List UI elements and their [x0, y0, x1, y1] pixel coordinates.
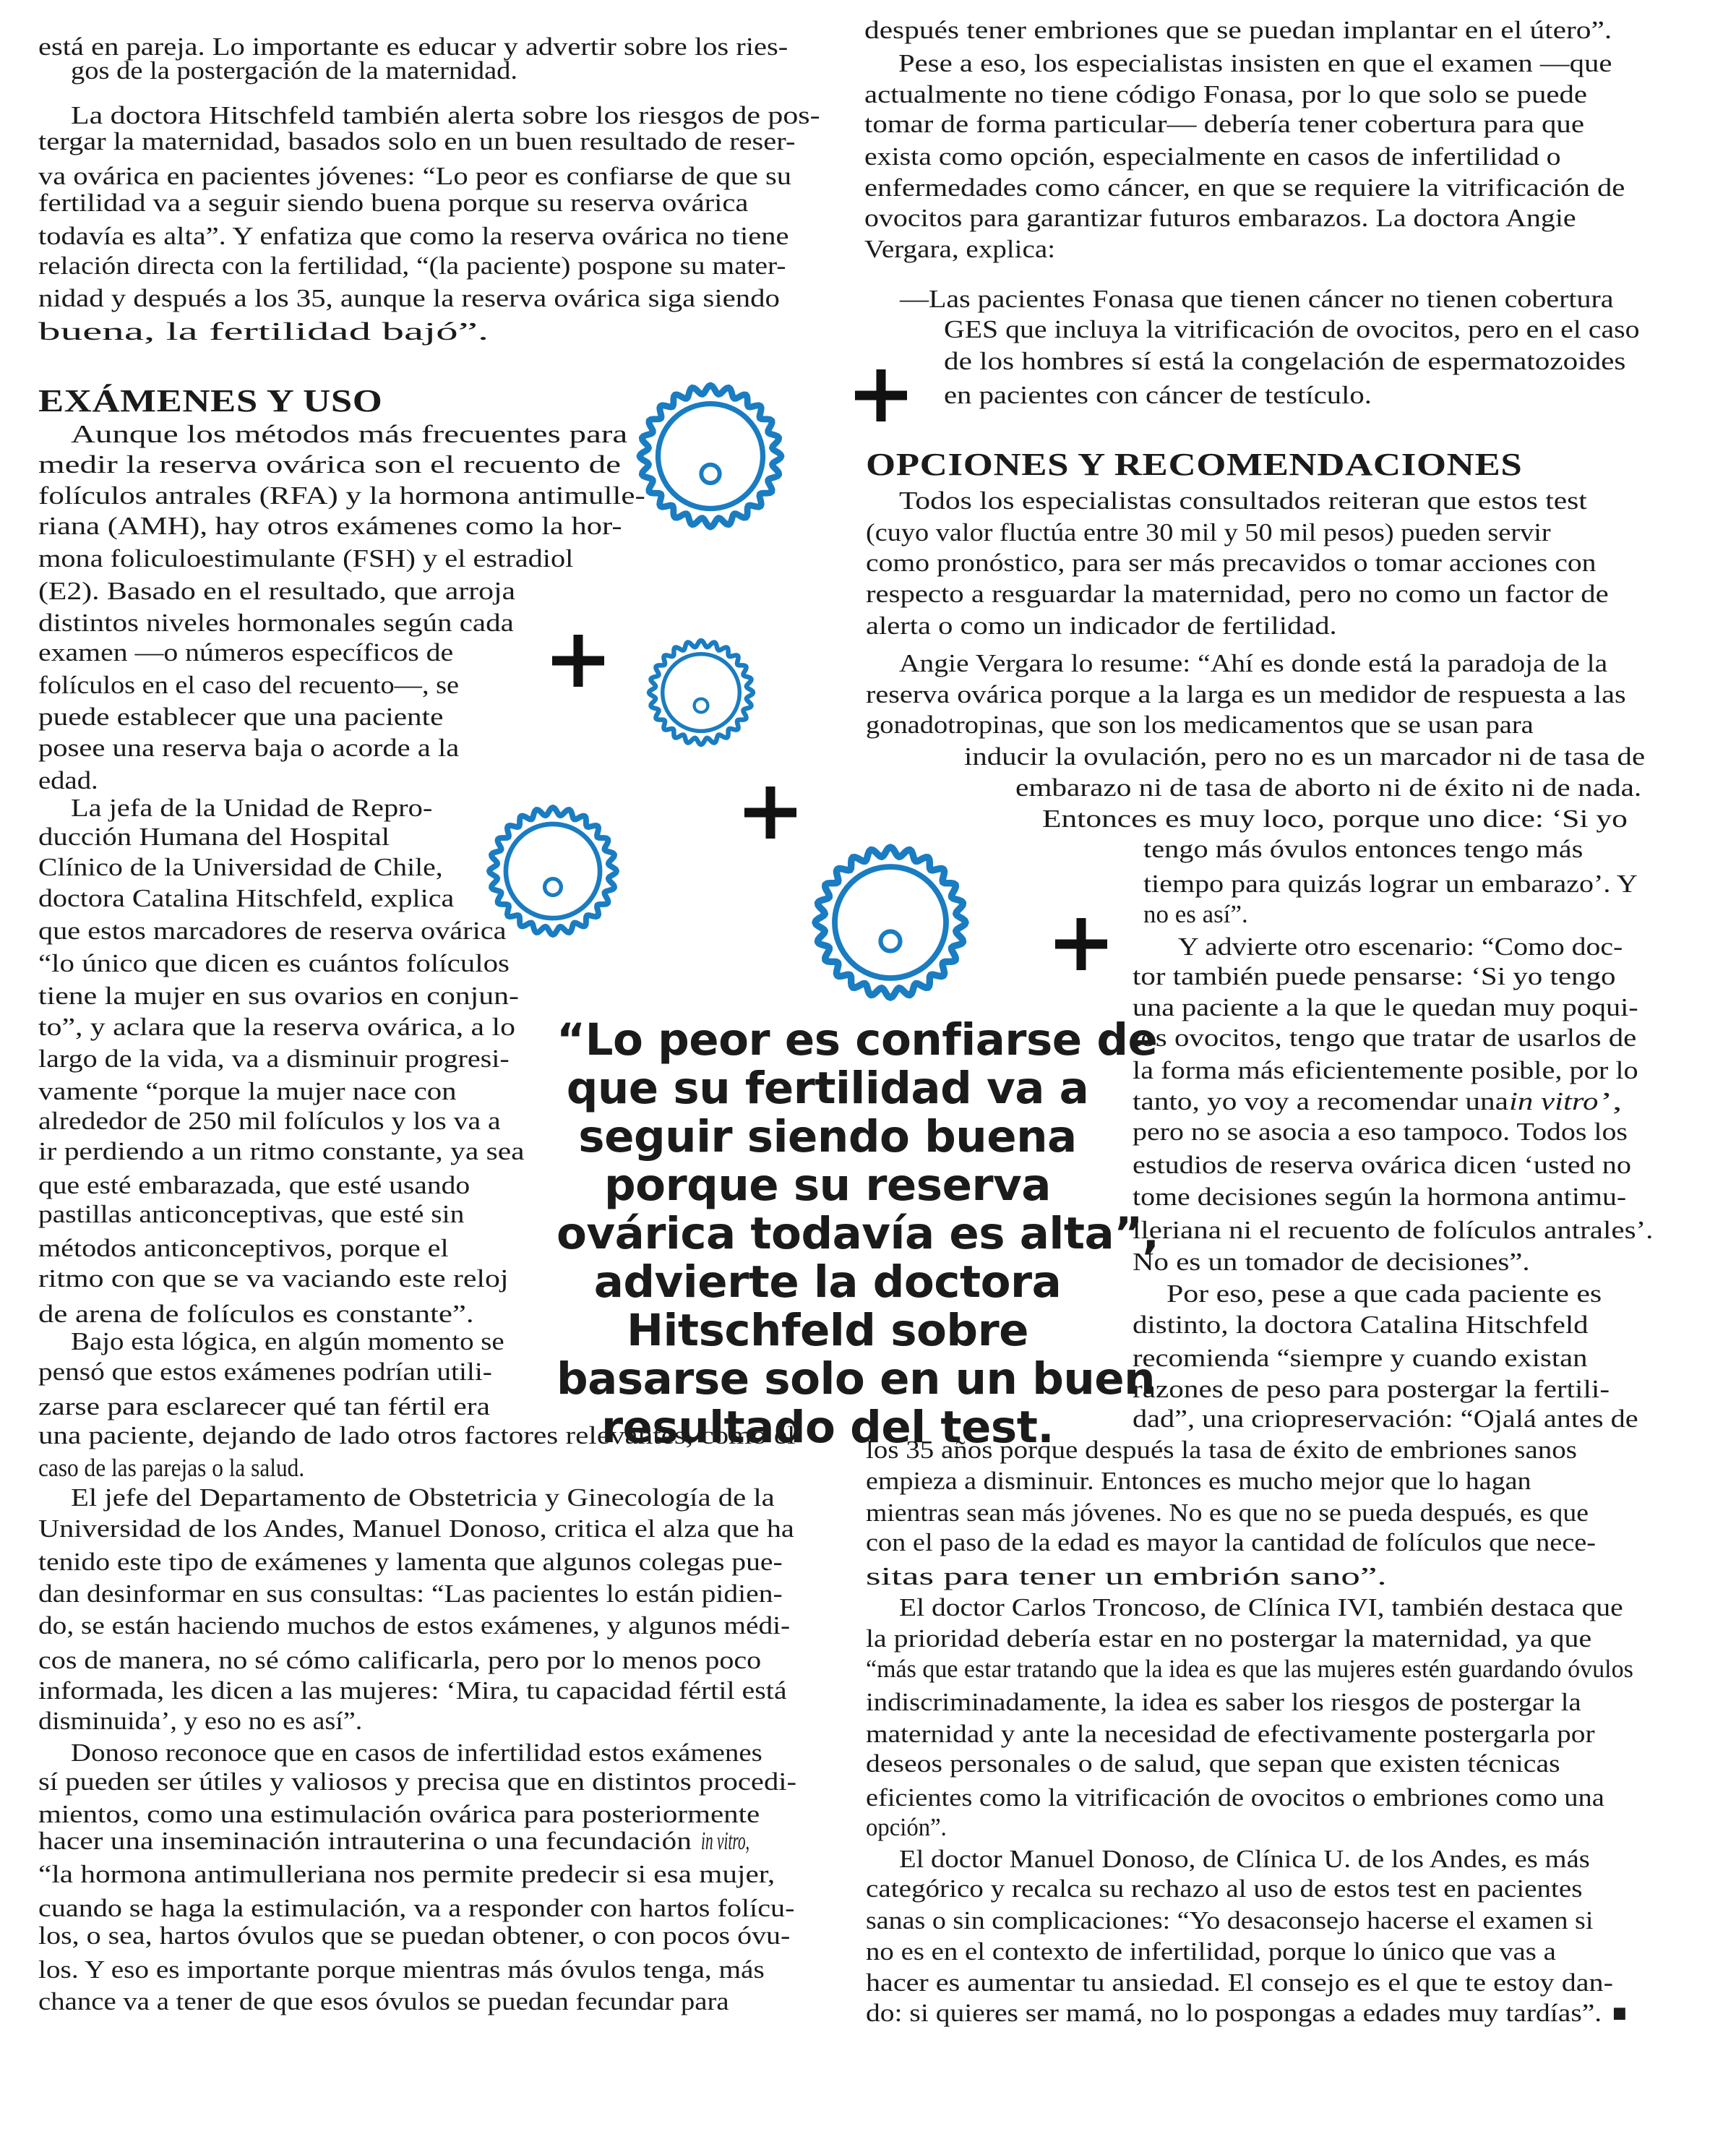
text-line: informada, les dicen a las mujeres: ‘Mira, tu capacidad fértil está — [38, 1677, 787, 1705]
text-line: gonadotropinas, que son los medicamentos que se usan para — [866, 711, 1534, 739]
text-line: —Las pacientes Fonasa que tienen cáncer no tienen cobertura — [900, 286, 1614, 313]
text-line: después tener embriones que se puedan implantar en el útero”. — [864, 17, 1612, 44]
plus-icon — [552, 635, 604, 687]
text-line: ir perdiendo a un ritmo constante, ya sea — [38, 1138, 525, 1165]
text-line: tengo más óvulos entonces tengo más — [1143, 836, 1584, 863]
text-line: “más que estar tratando que la idea es que las mujeres estén guardando óvulos — [866, 1655, 1633, 1683]
text-line: sitas para tener un embrión sano”. — [866, 1563, 1387, 1590]
text-line: cos de manera, no sé cómo calificarla, pero por lo menos poco — [38, 1647, 762, 1674]
text-line: embarazo ni de tasa de aborto ni de éxito ni de nada. — [1015, 774, 1642, 802]
text-line: dad”, una criopreservación: “Ojalá antes de — [1133, 1405, 1638, 1433]
text-line: indiscriminadamente, la idea es saber los riesgos de postergar la — [866, 1689, 1581, 1716]
text-line: gos de la postergación de la maternidad. — [71, 57, 518, 85]
text-line: disminuida’, y eso no es así”. — [38, 1707, 363, 1735]
text-line: “la hormona antimulleriana nos permite predecir si esa mujer, — [38, 1861, 775, 1888]
text-line: posee una reserva baja o acorde a la — [38, 734, 460, 762]
text-line: riana (AMH), hay otros exámenes como la hor- — [38, 513, 622, 540]
text-line: ovocitos para garantizar futuros embarazos. La doctora Angie — [864, 205, 1576, 232]
text-line: actualmente no tiene código Fonasa, por lo que solo se puede — [864, 81, 1587, 108]
text-line: do: si quieres ser mamá, no lo pospongas a edades muy tardías”. — [866, 2000, 1602, 2027]
plus-icon — [1055, 918, 1107, 970]
text-line: El doctor Manuel Donoso, de Clínica U. de los Andes, es más — [899, 1846, 1590, 1873]
text-line: fertilidad va a seguir siendo buena porque su reserva ovárica — [38, 189, 749, 217]
text-line: de arena de folículos es constante”. — [38, 1300, 474, 1328]
text-line: largo de la vida, va a disminuir progresi- — [38, 1045, 510, 1073]
plus-icon — [855, 369, 907, 421]
pull-quote-line: que su fertilidad va a — [566, 1063, 1089, 1114]
ovum-icon — [815, 847, 966, 998]
text-line: mientras sean más jóvenes. No es que no se pueda después, es que — [866, 1499, 1589, 1527]
text-line: distintos niveles hormonales según cada — [38, 609, 514, 637]
pull-quote — [557, 1014, 1159, 1453]
text-line: los, o sea, hartos óvulos que se puedan obtener, o con pocos óvu- — [38, 1922, 791, 1950]
text-line: tergar la maternidad, basados solo en un buen resultado de reser- — [38, 128, 796, 155]
text-line: lleriana ni el recuento de folículos antrales’. — [1133, 1217, 1654, 1244]
text-line: recomienda “siempre y cuando existan — [1133, 1345, 1588, 1372]
text-line: ■ — [1612, 2000, 1627, 2027]
text-line: edad. — [38, 767, 98, 794]
text-line: sanas o sin complicaciones: “Yo desaconsejo hacerse el examen si — [866, 1907, 1594, 1934]
text-line: pero no se asocia a eso tampoco. Todos los — [1133, 1118, 1628, 1146]
ovum-icon — [489, 807, 616, 935]
text-line: buena, la fertilidad bajó”. — [38, 318, 489, 346]
text-line: mona foliculoestimulante (FSH) y el estradiol — [38, 545, 574, 573]
text-line: eficientes como la vitrificación de ovocitos o embriones como una — [866, 1784, 1604, 1812]
text-line: tanto, yo voy a recomendar una — [1133, 1088, 1508, 1115]
text-line: los. Y eso es importante porque mientras más óvulos tenga, más — [38, 1956, 765, 1984]
text-line: do, se están haciendo muchos de estos exámenes, y algunos médi- — [38, 1612, 791, 1640]
plus-icon — [744, 787, 796, 839]
text-line: vamente “porque la mujer nace con — [38, 1078, 457, 1105]
text-line: tomar de forma particular— debería tener cobertura para que — [864, 111, 1584, 138]
text-line: (cuyo valor fluctúa entre 30 mil y 50 mil pesos) pueden servir — [866, 519, 1551, 547]
text-line: relación directa con la fertilidad, “(la paciente) pospone su mater- — [38, 252, 786, 280]
pull-quote-line: porque su reserva — [604, 1160, 1051, 1211]
text-line: de los hombres sí está la congelación de espermatozoides — [944, 348, 1626, 375]
text-line: una paciente a la que le quedan muy poqui- — [1133, 994, 1638, 1021]
text-line: Pese a eso, los especialistas insisten en que el examen —que — [898, 50, 1612, 77]
text-line: todavía es alta”. Y enfatiza que como la reserva ovárica no tiene — [38, 223, 789, 250]
text-line: in vitro, — [701, 1827, 749, 1855]
text-line: la prioridad debería estar en no postergar la maternidad, ya que — [866, 1625, 1592, 1653]
text-line: una paciente, dejando de lado otros factores relevantes, como el — [38, 1422, 796, 1449]
text-line: empieza a disminuir. Entonces es mucho mejor que lo hagan — [866, 1467, 1531, 1495]
text-line: opción”. — [866, 1814, 947, 1841]
text-line: Entonces es muy loco, porque uno dice: ‘Si yo — [1042, 805, 1628, 833]
text-line: cuando se haga la estimulación, va a responder con hartos folícu- — [38, 1895, 795, 1922]
text-line: doctora Catalina Hitschfeld, explica — [38, 885, 455, 912]
text-line: La doctora Hitschfeld también alerta sobre los riesgos de pos- — [71, 102, 820, 129]
text-line: con el paso de la edad es mayor la cantidad de folículos que nece- — [866, 1529, 1597, 1556]
text-line: “lo único que dicen es cuántos folículos — [38, 950, 510, 977]
text-line: tome decisiones según la hormona antimu- — [1133, 1183, 1627, 1211]
text-line: en pacientes con cáncer de testículo. — [944, 382, 1372, 409]
text-line: que esté embarazada, que esté usando — [38, 1172, 470, 1199]
text-line: tor también puede pensarse: ‘Si yo tengo — [1133, 963, 1616, 990]
text-line: reserva ovárica porque a la larga es un medidor de respuesta a las — [866, 681, 1626, 708]
text-line: mientos, como una estimulación ovárica para posteriormente — [38, 1801, 760, 1828]
text-line: puede establecer que una paciente — [38, 703, 444, 731]
text-line: examen —o números específicos de — [38, 639, 454, 667]
text-line: tiene la mujer en sus ovarios en conjun- — [38, 982, 519, 1010]
section-heading-opciones: OPCIONES Y RECOMENDACIONES — [866, 447, 1523, 482]
text-line: categórico y recalca su rechazo al uso de estos test en pacientes — [866, 1875, 1583, 1903]
text-line: Bajo esta lógica, en algún momento se — [71, 1328, 504, 1355]
text-line: Clínico de la Universidad de Chile, — [38, 854, 443, 881]
text-line: GES que incluya la vitrificación de ovocitos, pero en el caso — [944, 316, 1640, 343]
text-line: inducir la ovulación, pero no es un marcador ni de tasa de — [964, 743, 1646, 771]
text-line: La jefa de la Unidad de Repro- — [71, 794, 433, 822]
text-line: tos ovocitos, tengo que tratar de usarlos de — [1133, 1024, 1637, 1052]
ovum-icon — [649, 640, 753, 745]
text-line: ritmo con que se va vaciando este reloj — [38, 1265, 509, 1293]
text-line: como pronóstico, para ser más precavidos o tomar acciones con — [866, 549, 1597, 577]
text-line: folículos antrales (RFA) y la hormona antimulle- — [38, 482, 645, 510]
text-line: Donoso reconoce que en casos de infertilidad estos exámenes — [71, 1739, 762, 1767]
text-line: enfermedades como cáncer, en que se requiere la vitrificación de — [864, 174, 1625, 202]
text-line: pensó que estos exámenes podrían utili- — [38, 1358, 492, 1386]
text-line: tenido este tipo de exámenes y lamenta que algunos colegas pue- — [38, 1548, 783, 1576]
text-line: El doctor Carlos Troncoso, de Clínica IVI, también destaca que — [899, 1594, 1623, 1621]
text-line: no es así”. — [1143, 901, 1248, 928]
text-line: Angie Vergara lo resume: “Ahí es donde está la paradoja de la — [899, 650, 1608, 677]
text-line: Y advierte otro escenario: “Como doc- — [1178, 933, 1623, 961]
text-line: nidad y después a los 35, aunque la reserva ovárica siga siendo — [38, 285, 780, 312]
text-line: va ovárica en pacientes jóvenes: “Lo peor es confiarse de que su — [38, 163, 791, 190]
text-line: El jefe del Departamento de Obstetricia y Ginecología de la — [71, 1484, 775, 1512]
text-line: folículos en el caso del recuento—, se — [38, 672, 460, 699]
text-line: zarse para esclarecer qué tan fértil era — [38, 1393, 490, 1420]
text-line: dan desinformar en sus consultas: “Las pacientes lo están pidien- — [38, 1580, 783, 1608]
pull-quote-line: “Lo peor es confiarse de — [557, 1014, 1158, 1066]
text-line: alerta o como un indicador de fertilidad. — [866, 612, 1337, 640]
text-line: que estos marcadores de reserva ovárica — [38, 917, 507, 945]
text-line: maternidad y ante la necesidad de efectivamente postergarla por — [866, 1721, 1595, 1748]
text-line: distinto, la doctora Catalina Hitschfeld — [1133, 1311, 1589, 1339]
text-line: exista como opción, especialmente en casos de infertilidad o — [864, 143, 1561, 171]
text-line: in vitro — [1509, 1088, 1599, 1115]
text-line: Por eso, pese a que cada paciente es — [1166, 1280, 1602, 1308]
text-line: pastillas anticonceptivas, que esté sin — [38, 1201, 465, 1228]
pull-quote-line: ovárica todavía es alta”, — [557, 1208, 1159, 1259]
text-line: hacer es aumentar tu ansiedad. El consejo es el que te estoy dan- — [866, 1969, 1613, 1997]
text-line: ducción Humana del Hospital — [38, 823, 390, 851]
ovum-icon — [640, 385, 781, 527]
pull-quote-line: advierte la doctora — [593, 1256, 1062, 1308]
text-line: no es en el contexto de infertilidad, porque lo único que vas a — [866, 1938, 1556, 1966]
text-line: to”, y aclara que la reserva ovárica, a lo — [38, 1014, 515, 1041]
pull-quote-line: resultado del test. — [601, 1402, 1054, 1453]
text-line: respecto a resguardar la maternidad, pero no como un factor de — [866, 580, 1609, 608]
text-line: hacer una inseminación intrauterina o una fecundación — [38, 1827, 692, 1855]
text-line: tiempo para quizás lograr un embarazo’. Y — [1143, 870, 1638, 898]
text-line: los 35 años porque después la tasa de éxito de embriones sanos — [866, 1436, 1577, 1464]
text-line: medir la reserva ovárica son el recuento de — [38, 451, 622, 479]
text-line: chance va a tener de que esos óvulos se puedan fecundar para — [38, 1988, 729, 2015]
text-line: métodos anticonceptivos, porque el — [38, 1235, 449, 1262]
text-line: No es un tomador de decisiones”. — [1133, 1248, 1530, 1276]
text-line: Universidad de los Andes, Manuel Donoso, critica el alza que ha — [38, 1515, 794, 1543]
text-line: ’, — [1600, 1088, 1623, 1115]
text-line: Vergara, explica: — [864, 236, 1056, 263]
text-line: (E2). Basado en el resultado, que arroja — [38, 578, 516, 605]
text-line: deseos personales o de salud, que sepan que existen técnicas — [866, 1750, 1560, 1778]
text-line: Todos los especialistas consultados reiteran que estos test — [899, 487, 1587, 515]
text-line: sí pueden ser útiles y valiosos y precisa que en distintos procedi- — [38, 1768, 797, 1796]
text-line: Aunque los métodos más frecuentes para — [71, 421, 628, 448]
pull-quote-line: seguir siendo buena — [578, 1111, 1077, 1162]
pull-quote-line: Hitschfeld sobre — [626, 1305, 1029, 1356]
pull-quote-line: basarse solo en un buen — [557, 1353, 1156, 1405]
text-line: está en pareja. Lo importante es educar y advertir sobre los ries- — [38, 33, 788, 61]
text-line: caso de las parejas o la salud. — [38, 1454, 305, 1482]
text-line: la forma más eficientemente posible, por lo — [1133, 1057, 1638, 1084]
section-heading-examenes: EXÁMENES Y USO — [38, 383, 383, 419]
text-line: estudios de reserva ovárica dicen ‘usted no — [1133, 1152, 1632, 1179]
text-line: razones de peso para postergar la fertili- — [1133, 1376, 1610, 1403]
text-line: alrededor de 250 mil folículos y los va a — [38, 1107, 501, 1135]
